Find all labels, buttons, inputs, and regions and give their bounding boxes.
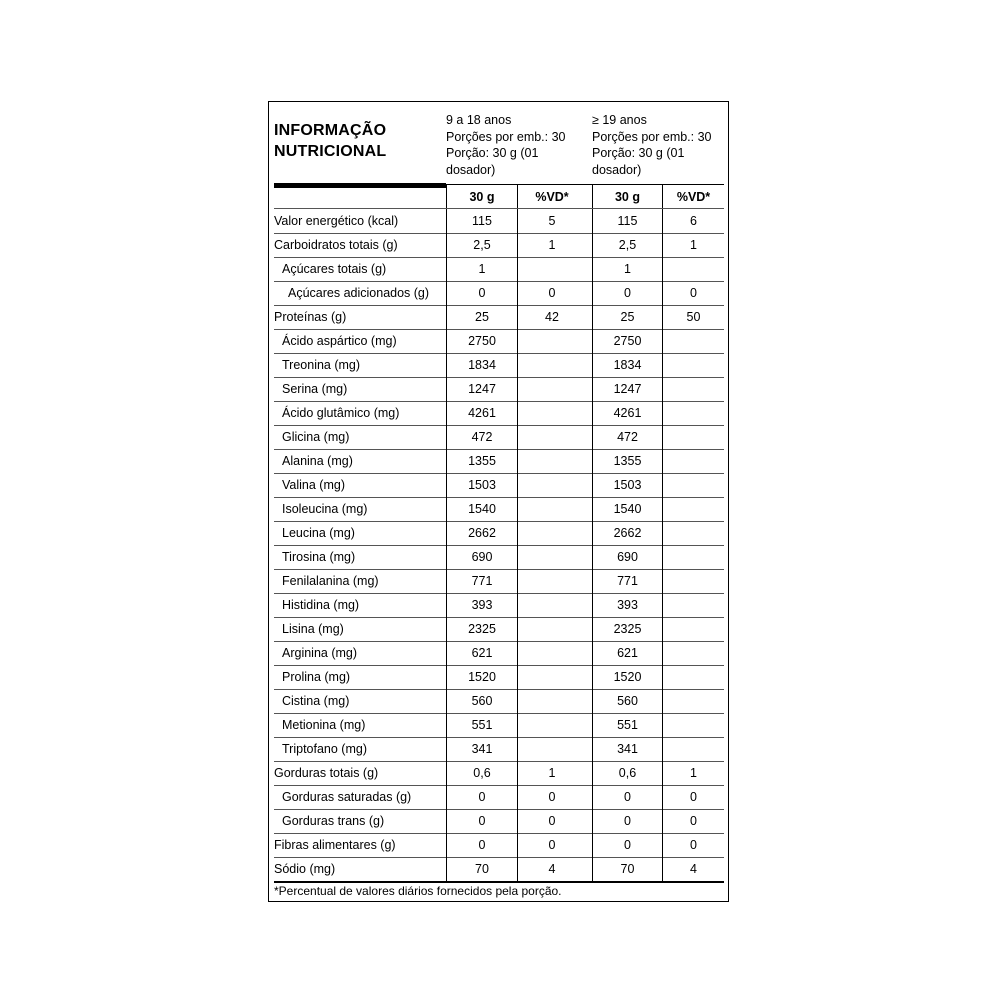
table-row <box>269 689 730 713</box>
amount-9-18: 1834 <box>446 353 517 377</box>
amount-9-18: 1520 <box>446 665 517 689</box>
amount-19-plus: 1 <box>592 257 662 281</box>
table-row <box>269 593 730 617</box>
amount-19-plus: 771 <box>592 569 662 593</box>
nutrient-label: Histidina (mg) <box>282 598 360 612</box>
dv-9-18: 0 <box>517 281 586 305</box>
amount-19-plus: 621 <box>592 641 662 665</box>
amount-9-18: 771 <box>446 569 517 593</box>
amount-19-plus: 25 <box>592 305 662 329</box>
group-portions: Porções por emb.: 30 <box>446 129 566 144</box>
amount-19-plus: 341 <box>592 737 662 761</box>
table-row <box>269 521 730 545</box>
nutrient-label: Triptofano (mg) <box>282 742 367 756</box>
table-row <box>269 857 730 881</box>
table-row <box>269 761 730 785</box>
nutrient-label: Prolina (mg) <box>282 670 351 684</box>
group-header-19-plus <box>592 112 724 178</box>
dv-9-18 <box>517 401 586 425</box>
nutrient-label: Arginina (mg) <box>282 646 358 660</box>
table-row <box>269 665 730 689</box>
amount-9-18: 690 <box>446 545 517 569</box>
header-amount-1: 30 g <box>446 185 517 209</box>
amount-9-18: 2750 <box>446 329 517 353</box>
amount-9-18: 25 <box>446 305 517 329</box>
amount-19-plus: 393 <box>592 593 662 617</box>
group-age: ≥ 19 anos <box>592 113 647 127</box>
dv-9-18 <box>517 641 586 665</box>
dv-9-18 <box>517 473 586 497</box>
group-portions: Porções por emb.: 30 <box>592 129 712 144</box>
amount-19-plus: 2662 <box>592 521 662 545</box>
dv-9-18 <box>517 449 586 473</box>
label-title <box>274 120 386 162</box>
dv-9-18: 0 <box>517 833 586 857</box>
table-row <box>269 377 730 401</box>
dv-9-18 <box>517 257 586 281</box>
nutrient-label: Glicina (mg) <box>282 430 350 444</box>
nutrient-label: Valina (mg) <box>282 478 345 492</box>
nutrient-label: Açúcares adicionados (g) <box>288 286 430 300</box>
amount-19-plus: 1247 <box>592 377 662 401</box>
nutrient-label: Ácido aspártico (mg) <box>282 334 397 348</box>
table-row <box>269 401 730 425</box>
nutrient-label: Alanina (mg) <box>282 454 353 468</box>
amount-19-plus: 1540 <box>592 497 662 521</box>
nutrient-label: Carboidratos totais (g) <box>274 238 398 252</box>
dv-19-plus: 1 <box>662 233 724 257</box>
amount-19-plus: 4261 <box>592 401 662 425</box>
header-amount-2: 30 g <box>592 185 662 209</box>
nutrient-label: Proteínas (g) <box>274 310 347 324</box>
nutrient-label: Leucina (mg) <box>282 526 355 540</box>
dv-19-plus <box>662 473 724 497</box>
nutrient-label: Gorduras saturadas (g) <box>282 790 412 804</box>
dv-19-plus: 6 <box>662 209 724 233</box>
nutrient-label: Valor energético (kcal) <box>274 214 399 228</box>
dv-9-18: 4 <box>517 857 586 881</box>
nutrient-label: Ácido glutâmico (mg) <box>282 406 400 420</box>
amount-9-18: 0 <box>446 833 517 857</box>
dv-19-plus <box>662 641 724 665</box>
amount-19-plus: 115 <box>592 209 662 233</box>
dv-9-18 <box>517 425 586 449</box>
dv-19-plus <box>662 449 724 473</box>
dv-19-plus <box>662 521 724 545</box>
group-serving-line-1: Porção: 30 g (01 <box>446 146 539 160</box>
table-row <box>269 473 730 497</box>
nutrient-label: Serina (mg) <box>282 382 348 396</box>
table-row <box>269 569 730 593</box>
group-age: 9 a 18 anos <box>446 113 512 127</box>
amount-19-plus: 2325 <box>592 617 662 641</box>
table-row <box>269 425 730 449</box>
column-header-row <box>269 185 730 209</box>
table-row <box>269 713 730 737</box>
amount-19-plus: 1834 <box>592 353 662 377</box>
amount-19-plus: 1355 <box>592 449 662 473</box>
dv-9-18: 0 <box>517 785 586 809</box>
nutrition-facts-label <box>268 101 729 902</box>
amount-9-18: 1503 <box>446 473 517 497</box>
dv-19-plus: 4 <box>662 857 724 881</box>
nutrient-label: Gorduras totais (g) <box>274 766 379 780</box>
amount-19-plus: 0 <box>592 809 662 833</box>
table-row <box>269 257 730 281</box>
amount-19-plus: 1520 <box>592 665 662 689</box>
table-row <box>269 785 730 809</box>
nutrient-label: Isoleucina (mg) <box>282 502 368 516</box>
amount-9-18: 1247 <box>446 377 517 401</box>
nutrient-label: Tirosina (mg) <box>282 550 356 564</box>
group-serving-line-2: dosador) <box>592 162 642 177</box>
table-row <box>269 305 730 329</box>
amount-9-18: 0 <box>446 785 517 809</box>
nutrient-label: Gorduras trans (g) <box>282 814 385 828</box>
amount-9-18: 0,6 <box>446 761 517 785</box>
amount-9-18: 115 <box>446 209 517 233</box>
amount-9-18: 4261 <box>446 401 517 425</box>
dv-9-18 <box>517 665 586 689</box>
dv-19-plus <box>662 665 724 689</box>
header-dv-2: %VD* <box>662 185 724 209</box>
header-dv-1: %VD* <box>517 185 586 209</box>
dv-19-plus: 0 <box>662 809 724 833</box>
dv-9-18 <box>517 617 586 641</box>
dv-9-18 <box>517 713 586 737</box>
amount-9-18: 393 <box>446 593 517 617</box>
amount-19-plus: 70 <box>592 857 662 881</box>
dv-9-18 <box>517 521 586 545</box>
amount-19-plus: 0 <box>592 281 662 305</box>
amount-19-plus: 690 <box>592 545 662 569</box>
amount-19-plus: 0 <box>592 785 662 809</box>
dv-9-18: 42 <box>517 305 586 329</box>
nutrient-label: Sódio (mg) <box>274 862 336 876</box>
table-row <box>269 809 730 833</box>
table-row <box>269 737 730 761</box>
table-row <box>269 833 730 857</box>
amount-9-18: 70 <box>446 857 517 881</box>
amount-19-plus: 472 <box>592 425 662 449</box>
amount-9-18: 551 <box>446 713 517 737</box>
amount-9-18: 1 <box>446 257 517 281</box>
dv-19-plus: 0 <box>662 833 724 857</box>
table-bottom-rule <box>274 881 724 883</box>
dv-19-plus <box>662 617 724 641</box>
nutrient-label: Lisina (mg) <box>282 622 344 636</box>
dv-19-plus <box>662 257 724 281</box>
amount-19-plus: 560 <box>592 689 662 713</box>
dv-19-plus <box>662 425 724 449</box>
dv-19-plus <box>662 713 724 737</box>
amount-19-plus: 2750 <box>592 329 662 353</box>
amount-19-plus: 0 <box>592 833 662 857</box>
table-row <box>269 209 730 233</box>
amount-9-18: 2,5 <box>446 233 517 257</box>
dv-9-18 <box>517 593 586 617</box>
amount-9-18: 1355 <box>446 449 517 473</box>
dv-19-plus <box>662 497 724 521</box>
dv-19-plus <box>662 593 724 617</box>
table-row <box>269 233 730 257</box>
dv-19-plus <box>662 329 724 353</box>
dv-9-18 <box>517 569 586 593</box>
amount-9-18: 341 <box>446 737 517 761</box>
table-row <box>269 545 730 569</box>
footnote: *Percentual de valores diários fornecidos pela porção. <box>274 884 562 898</box>
amount-19-plus: 1503 <box>592 473 662 497</box>
table-row <box>269 641 730 665</box>
dv-19-plus: 50 <box>662 305 724 329</box>
group-serving-line-2: dosador) <box>446 162 496 177</box>
amount-9-18: 621 <box>446 641 517 665</box>
table-row <box>269 449 730 473</box>
amount-19-plus: 551 <box>592 713 662 737</box>
amount-9-18: 1540 <box>446 497 517 521</box>
table-row <box>269 281 730 305</box>
dv-19-plus <box>662 353 724 377</box>
amount-9-18: 2662 <box>446 521 517 545</box>
dv-9-18: 0 <box>517 809 586 833</box>
table-row <box>269 617 730 641</box>
amount-9-18: 0 <box>446 281 517 305</box>
amount-9-18: 472 <box>446 425 517 449</box>
dv-19-plus <box>662 737 724 761</box>
title-line-2: NUTRICIONAL <box>274 143 387 160</box>
dv-9-18 <box>517 353 586 377</box>
nutrient-label: Metionina (mg) <box>282 718 366 732</box>
group-serving-line-1: Porção: 30 g (01 <box>592 146 685 160</box>
amount-9-18: 560 <box>446 689 517 713</box>
dv-9-18: 1 <box>517 761 586 785</box>
nutrient-label: Treonina (mg) <box>282 358 361 372</box>
table-row <box>269 497 730 521</box>
dv-9-18 <box>517 689 586 713</box>
dv-9-18 <box>517 329 586 353</box>
dv-19-plus: 0 <box>662 785 724 809</box>
dv-9-18 <box>517 545 586 569</box>
dv-9-18 <box>517 497 586 521</box>
dv-9-18 <box>517 377 586 401</box>
dv-19-plus <box>662 377 724 401</box>
amount-9-18: 0 <box>446 809 517 833</box>
amount-9-18: 2325 <box>446 617 517 641</box>
dv-19-plus <box>662 545 724 569</box>
title-line-1: INFORMAÇÃO <box>274 122 387 139</box>
dv-19-plus <box>662 401 724 425</box>
dv-19-plus <box>662 569 724 593</box>
nutrient-label: Açúcares totais (g) <box>282 262 387 276</box>
dv-9-18 <box>517 737 586 761</box>
dv-19-plus <box>662 689 724 713</box>
dv-19-plus: 1 <box>662 761 724 785</box>
group-header-9-18 <box>446 112 578 178</box>
nutrient-label: Fenilalanina (mg) <box>282 574 379 588</box>
nutrient-label: Fibras alimentares (g) <box>274 838 396 852</box>
amount-19-plus: 0,6 <box>592 761 662 785</box>
dv-9-18: 5 <box>517 209 586 233</box>
dv-19-plus: 0 <box>662 281 724 305</box>
dv-9-18: 1 <box>517 233 586 257</box>
table-row <box>269 329 730 353</box>
table-row <box>269 353 730 377</box>
amount-19-plus: 2,5 <box>592 233 662 257</box>
nutrient-label: Cistina (mg) <box>282 694 350 708</box>
